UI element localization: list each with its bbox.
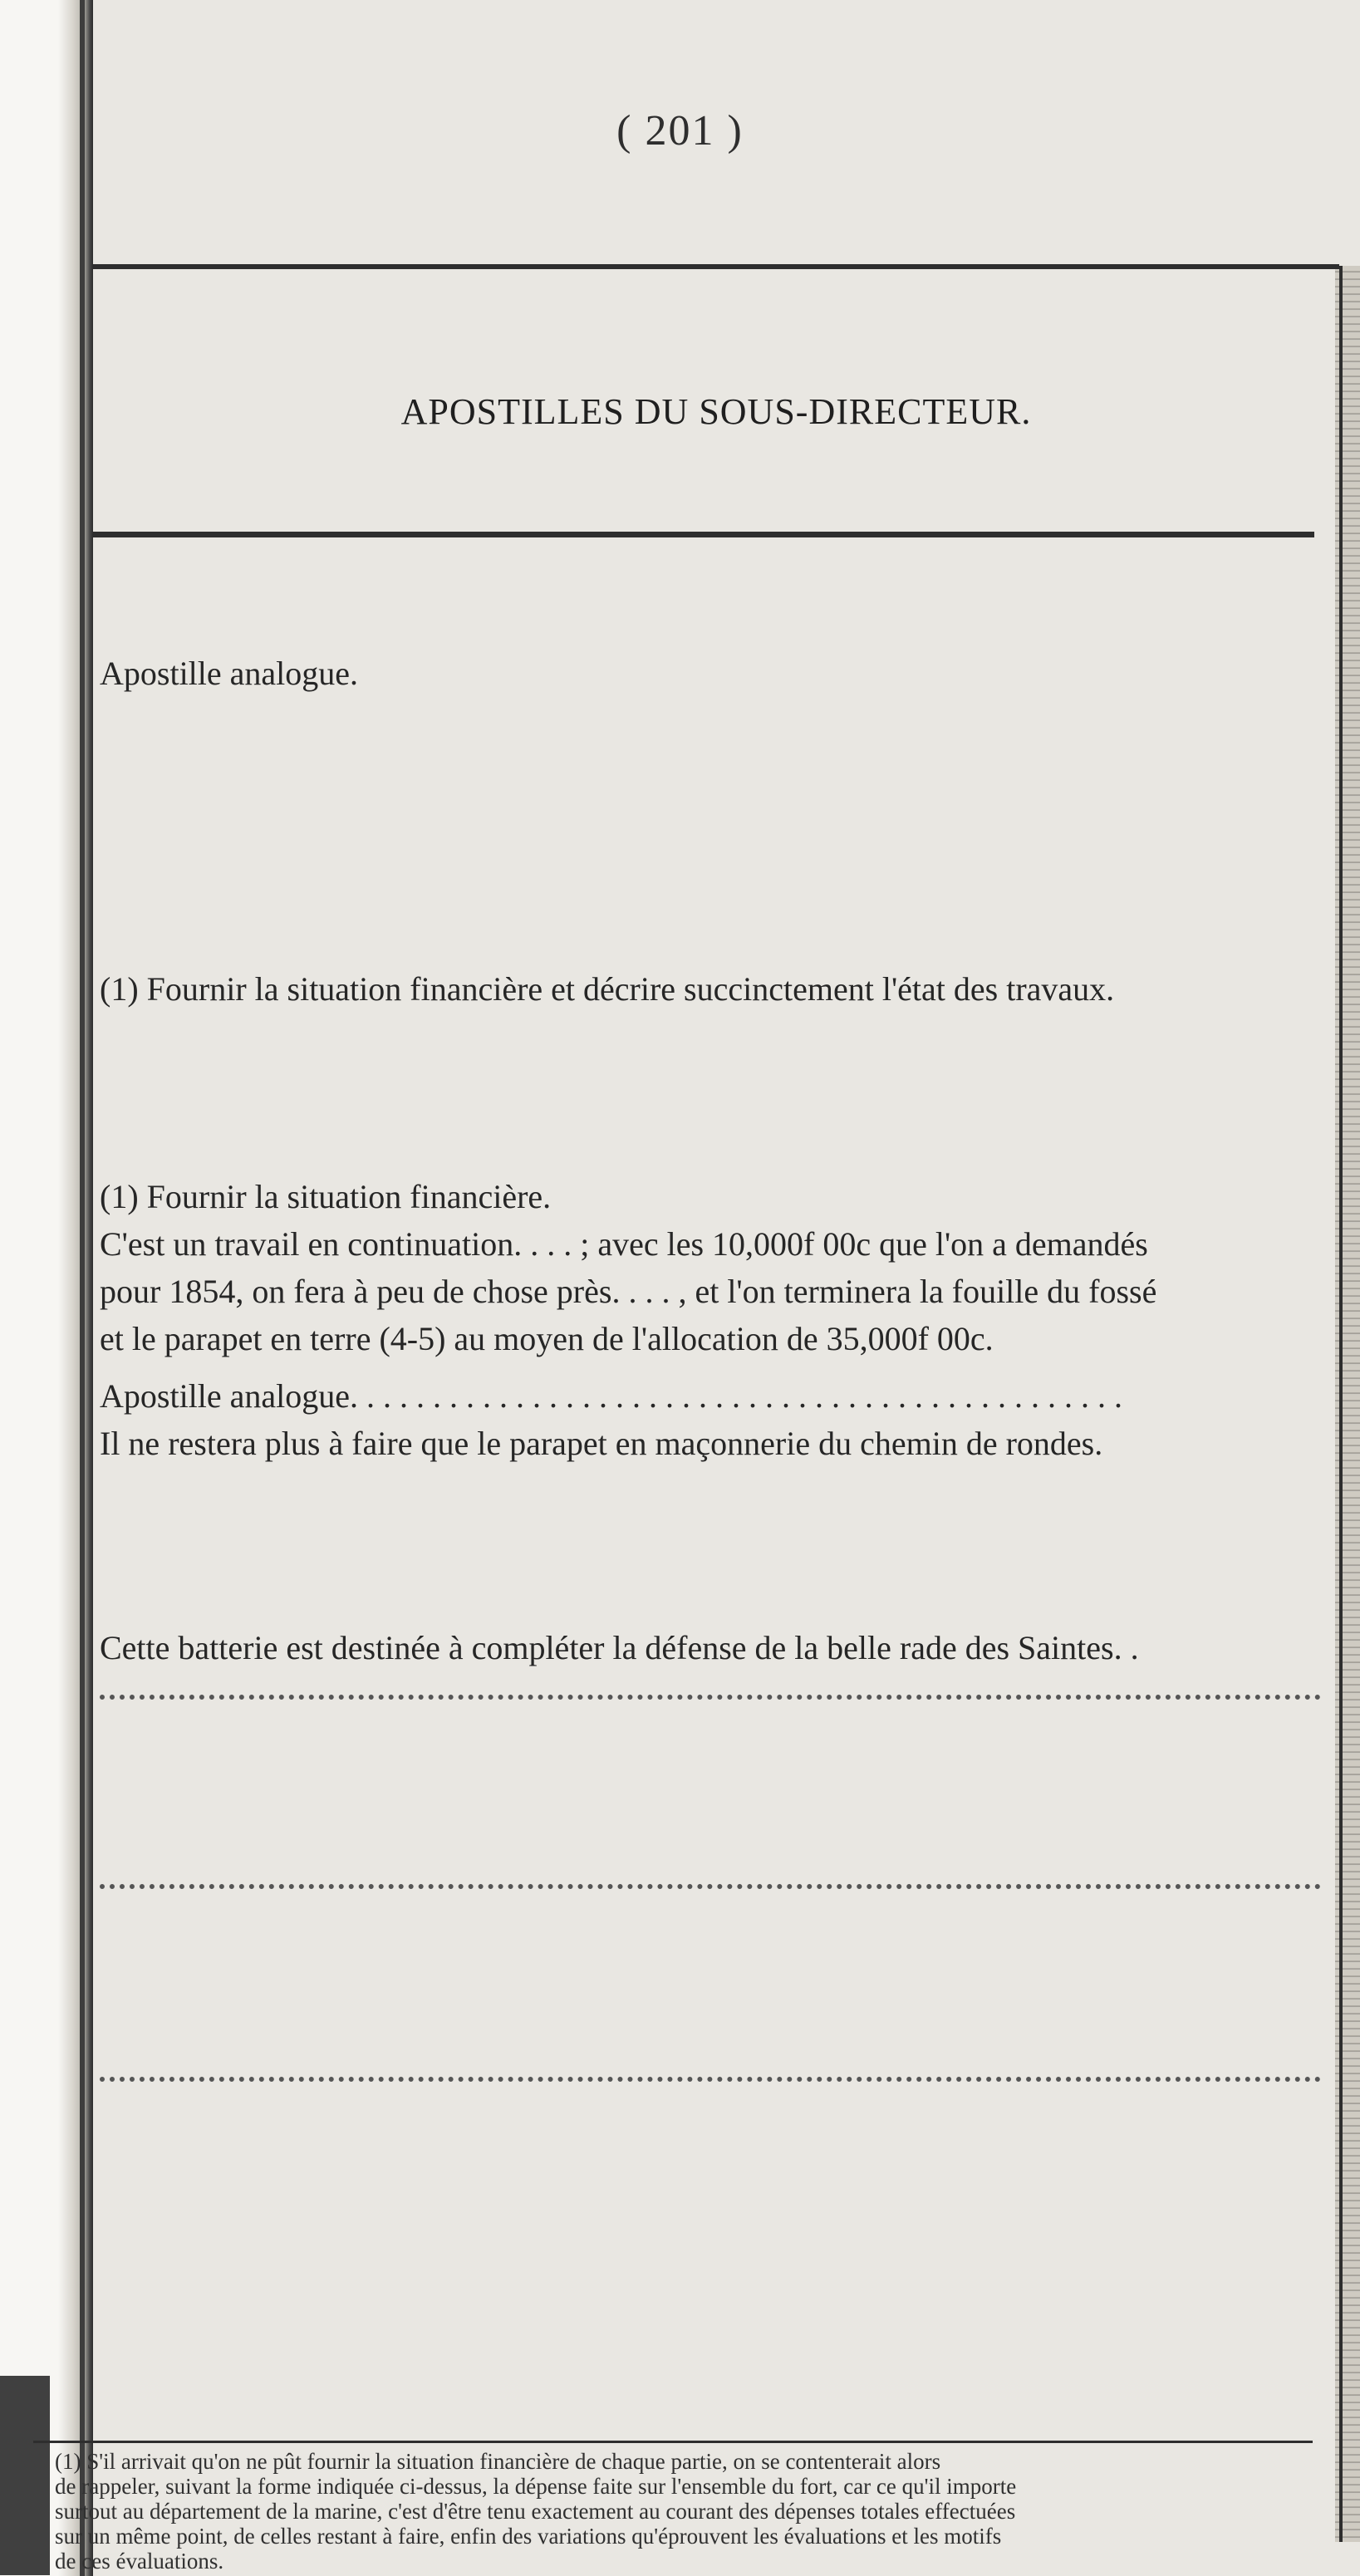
footnote-line: de ces évaluations. xyxy=(55,2549,224,2574)
footnote-line: (1) S'il arrivait qu'on ne pût fournir la situation financière de chaque partie, on se contenterait alors xyxy=(55,2449,941,2474)
dotted-leader-3 xyxy=(100,2077,1321,2082)
entry-continuation-line-2: pour 1854, on fera à peu de chose près. . . . , et l'on terminera la fouille du fossé xyxy=(100,1273,1157,1310)
entry-apostille-analogue-2: Apostille analogue. . . . . . . . . . . . . . . . . . . . . . . . . . . . . . . . . . . . . . . . . . . . . . . xyxy=(100,1377,1123,1415)
entry-fournir-situation: (1) Fournir la situation financière. xyxy=(100,1178,552,1215)
footnote xyxy=(55,2449,1313,2574)
heading-rule xyxy=(93,532,1314,537)
entry-apostille-analogue-1: Apostille analogue. xyxy=(100,655,359,692)
entry-parapet-maconnerie: Il ne restera plus à faire que le parapet en maçonnerie du chemin de rondes. xyxy=(100,1425,1103,1462)
entry-fournir-situation-et-travaux: (1) Fournir la situation financière et décrire succinctement l'état des travaux. xyxy=(100,970,1115,1008)
footnote-line: de rappeler, suivant la forme indiquée ci-dessus, la dépense faite sur l'ensemble du fort, car ce qu'il importe xyxy=(55,2474,1017,2499)
entry-batterie-saintes: Cette batterie est destinée à compléter la défense de la belle rade des Saintes. . xyxy=(100,1629,1139,1666)
dotted-leader-1 xyxy=(100,1695,1321,1700)
entry-continuation-line-1: C'est un travail en continuation. . . . ; avec les 10,000f 00c que l'on a demandés xyxy=(100,1225,1148,1263)
footnote-line: surtout au département de la marine, c'est d'être tenu exactement au courant des dépenses totales effectuées xyxy=(55,2499,1016,2524)
column-heading: APOSTILLES DU SOUS-DIRECTEUR. xyxy=(400,391,1032,432)
binding-shadow xyxy=(0,2376,50,2575)
right-rule xyxy=(1339,266,1343,2542)
entry-continuation-line-3: et le parapet en terre (4-5) au moyen de l'allocation de 35,000f 00c. xyxy=(100,1320,994,1357)
binding-line xyxy=(80,0,85,2576)
dotted-leader-2 xyxy=(100,1884,1321,1889)
footnote-line: sur un même point, de celles restant à faire, enfin des variations qu'éprouvent les évaluations et les motifs xyxy=(55,2524,1002,2549)
page-number: ( 201 ) xyxy=(616,107,744,155)
footnote-rule xyxy=(33,2441,1313,2443)
